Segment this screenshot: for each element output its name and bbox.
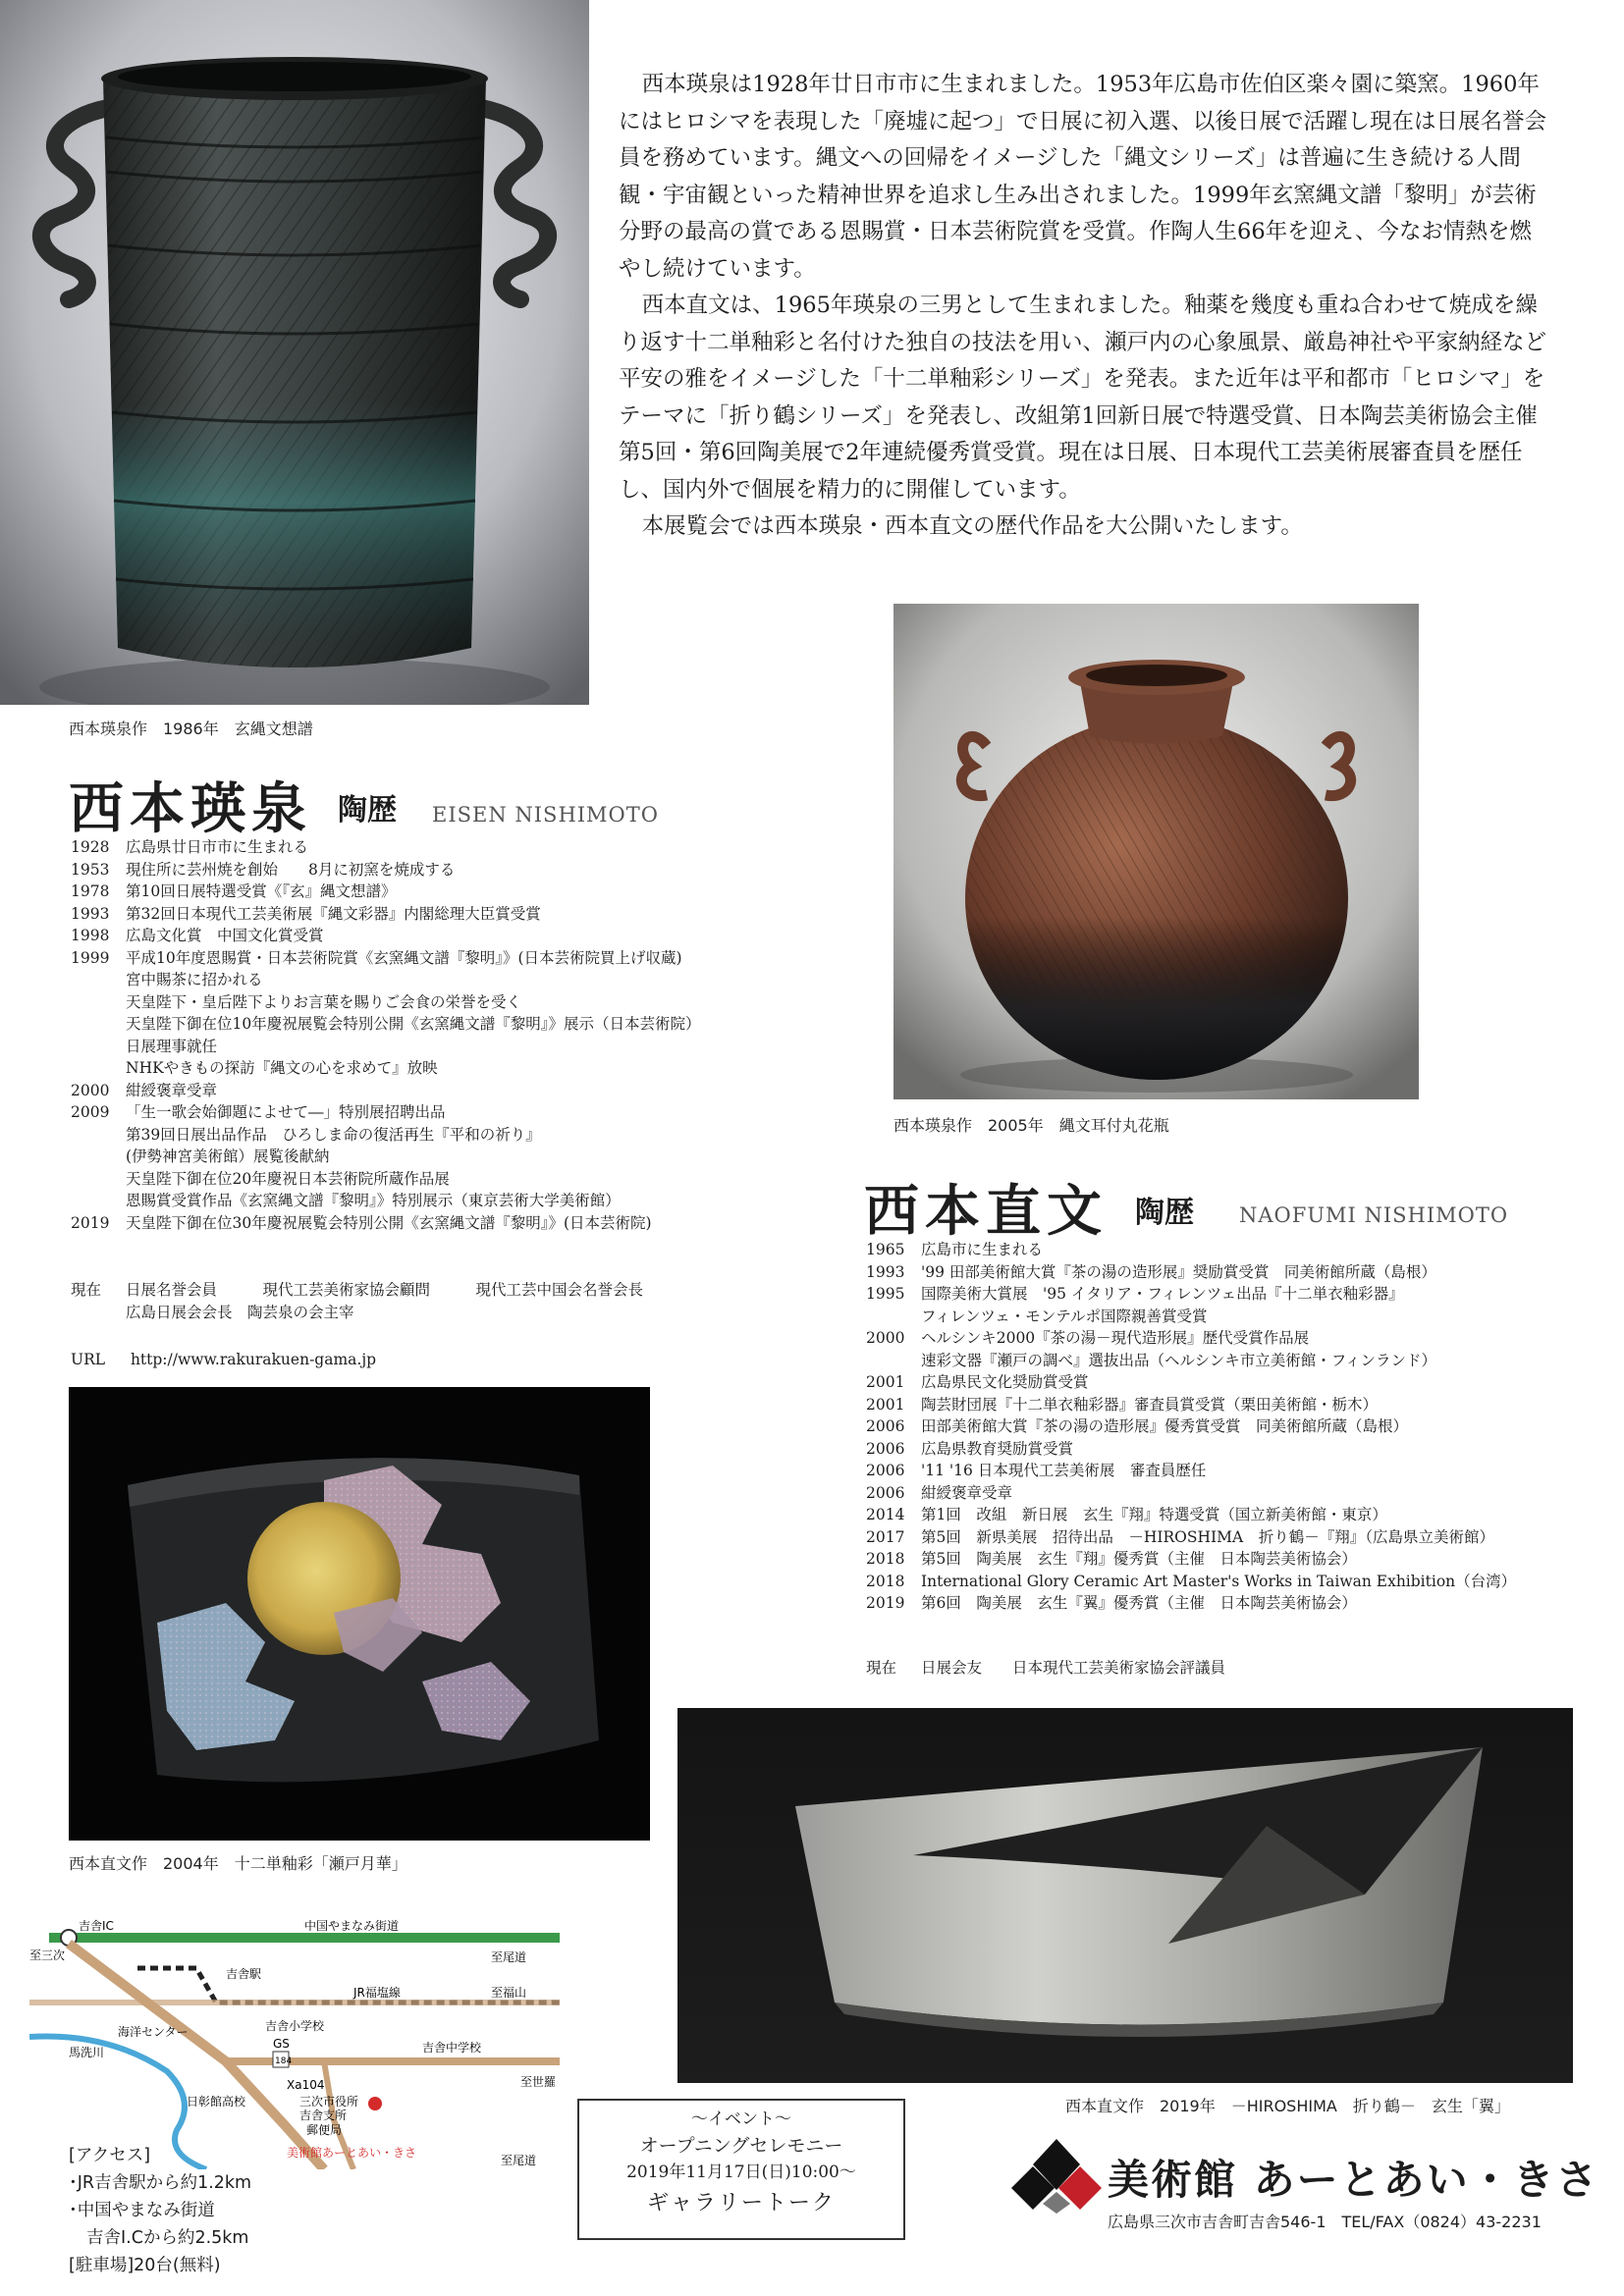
cv-row [866, 1504, 1516, 1526]
cv-row [71, 1057, 700, 1080]
naofumi-name: 西本直文 [864, 1179, 1108, 1244]
map-label-jr-line: JR福塩線 [353, 1986, 401, 2000]
access-title: [アクセス] [69, 2146, 151, 2165]
cv-row [866, 1415, 1516, 1438]
event-heading: ～イベント～ [691, 2109, 791, 2129]
event-talk: ギャラリートーク [646, 2191, 836, 2216]
map-label-elementary: 吉舎小学校 [265, 2019, 325, 2033]
highway-road [49, 1933, 560, 1943]
naofumi-roman-name: NAOFUMI NISHIMOTO [1239, 1203, 1509, 1227]
cv-row [71, 991, 700, 1014]
cv-row [866, 1482, 1516, 1505]
cv-text: 第5回 陶美展 玄生『翔』優秀賞（主催 日本陶芸美術協会） [921, 1550, 1357, 1568]
cv-row [71, 969, 700, 991]
cv-row [71, 903, 700, 926]
map-label-to-sera: 至世羅 [520, 2075, 557, 2089]
intro-paragraph-exhibition: 本展覧会では西本瑛泉・西本直文の歴代作品を大公開いたします。 [641, 513, 1303, 539]
caption-plate: 西本直文作 2004年 十二単釉彩「瀬戸月華」 [69, 1854, 407, 1873]
cv-text: 広島県教育奨励賞受賞 [921, 1439, 1074, 1458]
museum-marker [368, 2097, 382, 2110]
cv-row [71, 947, 700, 970]
cv-text: NHKやきもの探訪『縄文の心を求めて』放映 [126, 1059, 438, 1077]
cv-year: 2019 [866, 1594, 905, 1612]
cv-year [866, 1306, 921, 1328]
cv-text: 現住所に芸州焼を創始 8月に初窯を焼成する [126, 860, 456, 879]
cv-year [71, 969, 126, 991]
cv-year: 2018 [866, 1572, 905, 1590]
map-label-hikage: 日彰館高校 [187, 2095, 246, 2109]
cv-year: 1993 [71, 904, 110, 923]
cv-year: 2006 [866, 1439, 905, 1458]
cv-text: 宮中賜茶に招かれる [126, 971, 263, 988]
naofumi-current-label: 現在 [866, 1659, 897, 1677]
map-label-to-fukuyama: 至福山 [491, 1986, 527, 2000]
photo-eisen-1986-vase [0, 0, 589, 705]
cv-year [71, 1036, 126, 1058]
cv-text: 天皇陛下御在位10年慶祝展覧会特別公開《玄窯縄文譜『黎明』》展示（日本芸術院） [126, 1015, 701, 1033]
cv-row [71, 1190, 700, 1212]
cv-row [866, 1371, 1516, 1394]
map-label-route184: 184 [275, 2056, 293, 2066]
cv-row [71, 1080, 700, 1102]
cv-row [866, 1571, 1516, 1593]
access-line2: ･中国やまなみ街道 [69, 2201, 215, 2220]
intro-paragraph-eisen: 西本瑛泉は1928年廿日市市に生まれました。1953年広島市佐伯区楽々園に築窯。1960年にはヒロシマを表現した「廃墟に起つ」で日展に初入選、以後日展で活躍し現在は日展名誉会員を務めています。縄文への回帰をイメージした「縄文シリーズ」は普遍に生き続ける人間観・宇宙観といった精神世界を追求し生み出されました。1999年玄窯縄文譜「黎明」が芸術分野の最高の賞である恩賜賞・日本芸術院賞を受賞。作陶人生66年を迎え、今なお情熱を燃やし続けています。 [619, 72, 1547, 282]
eisen-name: 西本瑛泉 [69, 776, 312, 841]
cv-text: 第32回日本現代工芸美術展『縄文彩器』内閣総理大臣賞受賞 [126, 904, 541, 923]
map-label-museum: 美術館あーとあい・きさ [287, 2146, 417, 2160]
map-label-ic: 吉舎IC [79, 1919, 114, 1933]
access-info [69, 2142, 251, 2279]
intro-paragraph-naofumi: 西本直文は、1965年瑛泉の三男として生まれました。釉薬を幾度も重ね合わせて焼成を繰り返す十二単釉彩と名付けた独自の技法を用い、瀬戸内の心象風景、厳島神社や平家納経など平安の雅をイメージした「十二単釉彩シリーズ」を発表。また近年は平和都市「ヒロシマ」をテーマに「折り鶴シリーズ」を発表し、改組第1回新日展で特選受賞、日本陶芸美術協会主催第5回・第6回陶美展で2年連続優秀賞受賞。現在は日展、日本現代工芸美術展審査員を歴任し、国内外で個展を精力的に開催しています。 [619, 293, 1547, 503]
cv-text: 日展理事就任 [126, 1037, 218, 1055]
cv-row [866, 1394, 1516, 1416]
cv-text: '99 田部美術館大賞『茶の湯の造形展』奨励賞受賞 同美術館所蔵（島根） [921, 1262, 1436, 1281]
cv-year [71, 1124, 126, 1147]
eisen-cv-list [71, 836, 700, 1234]
cv-text: 広島文化賞 中国文化賞受賞 [126, 927, 324, 944]
cv-year [71, 1168, 126, 1191]
photo-naofumi-2019-sculpture [677, 1708, 1573, 2083]
cv-text: 広島市に生まれる [921, 1241, 1044, 1258]
cv-text: 平成10年度恩賜賞・日本芸術院賞《玄窯縄文譜『黎明』》(日本芸術院買上げ収蔵) [126, 948, 682, 967]
cv-row [866, 1261, 1516, 1284]
map-label-station: 吉舎駅 [226, 1967, 262, 1981]
cv-row [71, 881, 700, 903]
cv-row [866, 1526, 1516, 1549]
cv-text: 恩賜賞受賞作品《玄窯縄文譜『黎明』》特別展示（東京芸術大学美術館） [126, 1192, 621, 1209]
map-label-xa104: Xa104 [287, 2078, 325, 2092]
naofumi-current-positions [866, 1657, 1225, 1680]
museum-logo [1011, 2135, 1102, 2214]
cv-row [866, 1306, 1516, 1328]
cv-row [866, 1438, 1516, 1461]
map-label-kaiyo: 海洋センター [118, 2025, 189, 2039]
cv-year: 1995 [866, 1285, 905, 1303]
cv-text: 第6回 陶美展 玄生『翼』優秀賞（主催 日本陶芸美術協会） [921, 1594, 1357, 1612]
cv-text: International Glory Ceramic Art Master's Works in Taiwan Exhibition（台湾） [921, 1572, 1517, 1590]
cv-text: 国際美術大賞展 '95 イタリア・フィレンツェ出品『十二単衣釉彩器』 [921, 1285, 1404, 1303]
cv-year [71, 1057, 126, 1080]
cv-row [866, 1592, 1516, 1615]
access-map [29, 1914, 560, 2169]
cv-text: 天皇陛下・皇后陛下よりお言葉を賜りご会食の栄誉を受く [126, 992, 522, 1011]
cv-row [866, 1283, 1516, 1306]
cv-year: 2006 [866, 1483, 905, 1502]
caption-boat: 西本直文作 2019年 －HIROSHIMA 折り鶴－ 玄生「翼」 [1065, 2097, 1510, 2115]
map-label-branch2: 吉舎支所 [299, 2109, 348, 2122]
eisen-cv-heading: 陶歴 [338, 793, 397, 828]
naofumi-cv-list [866, 1239, 1516, 1615]
eisen-current-positions [71, 1279, 643, 1323]
cv-year: 1928 [71, 838, 110, 856]
cv-text: (伊勢神宮美術館）展覧後献納 [126, 1148, 330, 1165]
map-label-river: 馬洗川 [69, 2046, 105, 2059]
cv-year: 2000 [866, 1329, 905, 1347]
cv-row [71, 836, 700, 859]
cv-row [71, 859, 700, 881]
photo-naofumi-2004-plate [69, 1387, 650, 1841]
museum-address: 広島県三次市吉舎町吉舎546-1 TEL/FAX（0824）43-2231 [1108, 2213, 1542, 2231]
url-label: URL [71, 1351, 106, 1368]
cv-text: 天皇陛下御在位30年慶祝展覧会特別公開《玄窯縄文譜『黎明』》(日本芸術院) [126, 1213, 652, 1232]
cv-year: 2019 [71, 1213, 110, 1232]
eisen-current-label: 現在 [71, 1281, 102, 1299]
cv-text: 広島県民文化奨励賞受賞 [921, 1373, 1089, 1391]
cv-text: 第1回 改組 新日展 玄生『翔』特選受賞（国立新美術館・東京） [921, 1506, 1387, 1523]
cv-row [71, 1212, 700, 1235]
map-label-to-miyoshi: 至三次 [29, 1949, 66, 1962]
cv-year: 2006 [866, 1462, 905, 1479]
caption-vase1: 西本瑛泉作 1986年 玄縄文想譜 [69, 720, 313, 738]
cv-year: 1993 [866, 1262, 905, 1281]
cv-year: 2001 [866, 1373, 905, 1391]
cv-text: 第39回日展出品作品 ひろしま命の復活再生『平和の祈り』 [126, 1125, 541, 1144]
cv-text: 第10回日展特選受賞《『玄』縄文想譜》 [126, 882, 397, 900]
cv-year [71, 1146, 126, 1168]
access-parking: [駐車場]20台(無料) [69, 2256, 221, 2275]
cv-year [71, 1190, 126, 1212]
cv-year [71, 991, 126, 1014]
cv-row [866, 1327, 1516, 1350]
event-box [577, 2099, 905, 2240]
cv-text: '11 '16 日本現代工芸美術展 審査員歴任 [921, 1462, 1207, 1479]
cv-text: 「生一歌会始御題によせて―」特別展招聘出品 [126, 1103, 446, 1121]
cv-text: 速彩文器『瀬戸の調べ』選抜出品（ヘルシンキ市立美術館・フィンランド） [921, 1351, 1436, 1369]
eisen-roman-name: EISEN NISHIMOTO [432, 803, 659, 827]
eisen-current-line1: 日展名誉会員 現代工芸美術家協会顧問 現代工芸中国会名誉会長 [126, 1281, 644, 1299]
map-label-junior-high: 吉舎中学校 [422, 2041, 482, 2055]
cv-year: 2014 [866, 1506, 905, 1523]
map-label-gs: GS [273, 2037, 290, 2051]
event-name: オープニングセレモニー [639, 2135, 843, 2157]
cv-row [71, 1013, 700, 1036]
museum-name: 美術館 あーとあい・きさ [1108, 2156, 1599, 2204]
cv-row [71, 1146, 700, 1168]
cv-year: 2018 [866, 1550, 905, 1568]
cv-row [866, 1548, 1516, 1571]
cv-row [71, 1168, 700, 1191]
photo-eisen-2005-jar [893, 604, 1419, 1099]
naofumi-cv-heading: 陶歴 [1135, 1196, 1194, 1230]
cv-text: 広島県廿日市市に生まれる [126, 838, 309, 856]
cv-year: 2000 [71, 1081, 110, 1099]
cv-row [71, 925, 700, 947]
cv-year [71, 1013, 126, 1036]
cv-year: 2006 [866, 1417, 905, 1435]
cv-row [71, 1036, 700, 1058]
cv-row [866, 1239, 1516, 1261]
caption-vase2: 西本瑛泉作 2005年 縄文耳付丸花瓶 [893, 1116, 1169, 1135]
cv-year: 2017 [866, 1527, 905, 1546]
cv-text: 田部美術館大賞『茶の湯の造形展』優秀賞受賞 同美術館所蔵（島根） [921, 1417, 1409, 1435]
cv-text: 第5回 新県美展 招待出品 －HIROSHIMA 折り鶴－『翔』（広島県立美術館） [921, 1527, 1494, 1546]
cv-row [71, 1101, 700, 1124]
cv-year: 2001 [866, 1395, 905, 1414]
naofumi-current-line1: 日展会友 日本現代工芸美術家協会評議員 [921, 1659, 1226, 1677]
cv-row [71, 1124, 700, 1147]
map-label-to-onomichi-top: 至尾道 [491, 1950, 527, 1964]
cv-text: フィレンツェ・モンテルポ国際親善賞受賞 [921, 1307, 1208, 1325]
map-label-highway: 中国やまなみ街道 [304, 1919, 400, 1933]
eisen-current-line2: 広島日展会会長 陶芸泉の会主宰 [126, 1303, 354, 1321]
cv-row [866, 1460, 1516, 1482]
access-line3: 吉舎I.Cから約2.5km [86, 2228, 249, 2248]
event-date: 2019年11月17日(日)10:00～ [626, 2163, 856, 2182]
cv-year: 2009 [71, 1103, 110, 1121]
map-label-branch: 三次市役所 [299, 2095, 359, 2109]
cv-text: 紺綬褒章受章 [126, 1081, 218, 1099]
cv-year [866, 1350, 921, 1372]
eisen-url-link[interactable]: http://www.rakurakuen-gama.jp [130, 1351, 377, 1368]
cv-year: 1965 [866, 1241, 905, 1258]
cv-year: 1978 [71, 882, 110, 900]
cv-year: 1953 [71, 860, 110, 879]
eisen-url-row [71, 1351, 376, 1368]
cv-year: 1998 [71, 927, 110, 944]
map-label-to-onomichi-bottom: 至尾道 [501, 2154, 537, 2167]
cv-text: 紺綬褒章受章 [921, 1483, 1013, 1502]
access-line1: ･JR吉舎駅から約1.2km [69, 2173, 252, 2193]
cv-year: 1999 [71, 948, 110, 967]
intro-text [619, 67, 1551, 546]
cv-text: 天皇陛下御在位20年慶祝日本芸術院所蔵作品展 [126, 1169, 450, 1188]
cv-text: ヘルシンキ2000『茶の湯－現代造形展』歴代受賞作品展 [921, 1329, 1310, 1347]
map-label-post: 郵便局 [306, 2123, 343, 2137]
cv-text: 陶芸財団展『十二単衣釉彩器』審査員賞受賞（栗田美術館・栃木） [921, 1395, 1379, 1414]
cv-row [866, 1350, 1516, 1372]
